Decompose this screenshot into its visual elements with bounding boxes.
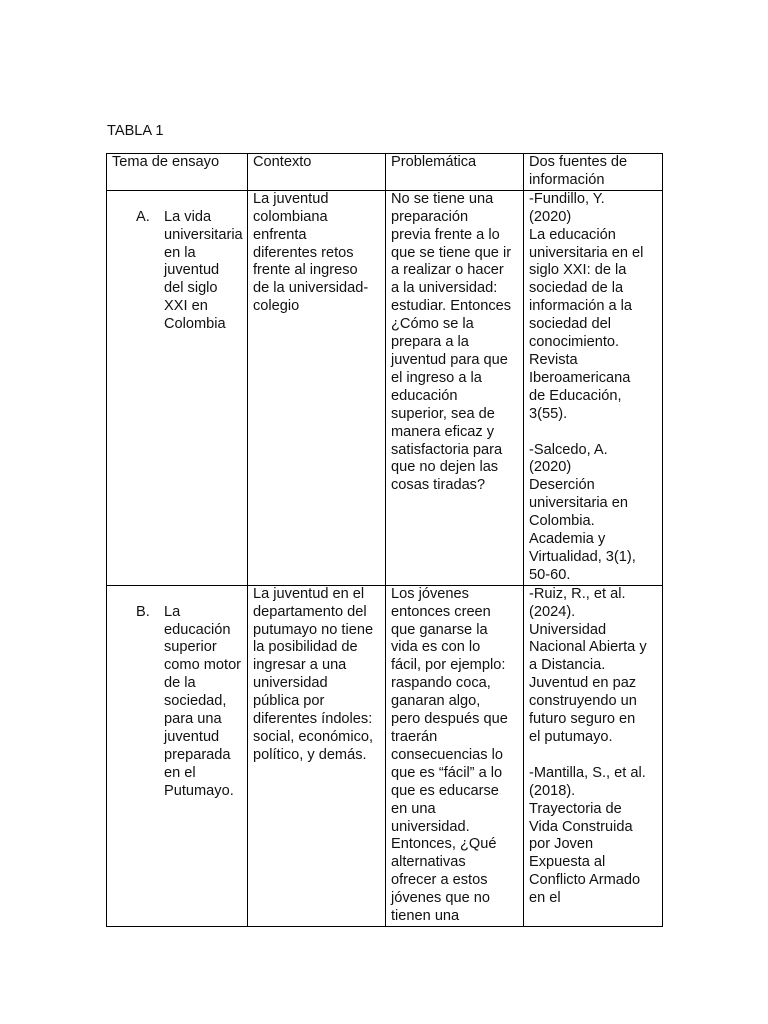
theme-text: La vida universitaria en la juventud del siglo XXI en Colombia <box>164 208 243 333</box>
table-row <box>107 190 663 585</box>
table-row <box>107 585 663 926</box>
header-problem: Problemática <box>386 154 524 191</box>
problem-cell: Los jóvenes entonces creen que ganarse la vida es con lo fácil, por ejemplo: raspando coca, ganaran algo, pero después que traerán consecuencias lo que es “fácil” a lo que es educarse en una universidad. Entonces, ¿Qué alternativas ofrecer a estos jóvenes que no tienen una <box>386 585 524 926</box>
theme-cell <box>107 190 248 585</box>
theme-text: La educación superior como motor de la sociedad, para una juventud preparada en el Putumayo. <box>164 603 242 799</box>
theme-list-marker: A. <box>136 208 150 225</box>
theme-cell <box>107 585 248 926</box>
table-title: TABLA 1 <box>107 123 164 139</box>
context-cell: La juventud colombiana enfrenta diferentes retos frente al ingreso de la universidad- colegio <box>248 190 386 585</box>
sources-cell: -Ruiz, R., et al. (2024). Universidad Nacional Abierta y a Distancia. Juventud en paz construyendo un futuro seguro en el putumayo. -Mantilla, S., et al. (2018). Trayectoria de Vida Construida por Joven Expuesta al Conflicto Armado en el <box>524 585 663 926</box>
essay-table <box>106 153 663 927</box>
header-sources: Dos fuentes de información <box>524 154 663 191</box>
header-context: Contexto <box>248 154 386 191</box>
context-cell: La juventud en el departamento del putumayo no tiene la posibilidad de ingresar a una universidad pública por diferentes índoles: social, económico, político, y demás. <box>248 585 386 926</box>
header-theme: Tema de ensayo <box>107 154 248 191</box>
table-header-row <box>107 154 663 191</box>
theme-list-marker: B. <box>136 603 150 620</box>
problem-cell: No se tiene una preparación previa frente a lo que se tiene que ir a realizar o hacer a la universidad: estudiar. Entonces ¿Cómo se la prepara a la juventud para que el ingreso a la educación superior, sea de manera eficaz y satisfactoria para que no dejen las cosas tiradas? <box>386 190 524 585</box>
sources-cell: -Fundillo, Y. (2020) La educación universitaria en el siglo XXI: de la sociedad de la información a la sociedad del conocimiento. Revista Iberoamericana de Educación, 3(55). -Salcedo, A. (2020) Deserción universitaria en Colombia. Academia y Virtualidad, 3(1), 50-60. <box>524 190 663 585</box>
